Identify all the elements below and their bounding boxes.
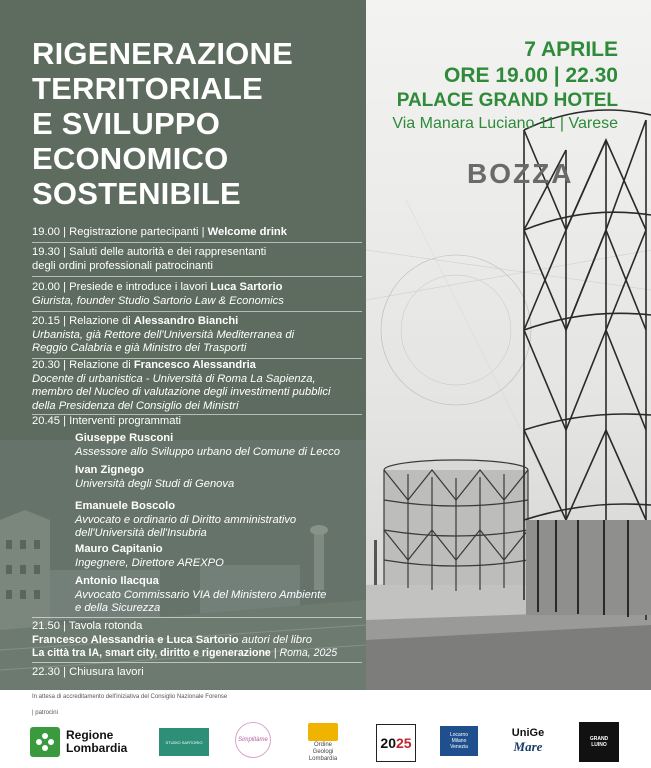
logo-text: Lombardia: [308, 756, 338, 762]
logo-text: GRAND: [589, 736, 609, 742]
row-bold: Luca Sartorio: [210, 281, 283, 293]
schedule-row: 20.00 | Presiede e introduce i lavori Luca Sartorio Giurista, founder Studio Sartorio Law & Economics: [32, 281, 362, 308]
divider: [32, 242, 362, 243]
speaker-role: Avvocato e ordinario di Diritto amministrativo dell'Università dell'Insubria: [75, 513, 297, 539]
event-title: [32, 36, 362, 211]
grand-luino-logo: [579, 722, 619, 762]
row-time: 20.30: [32, 359, 60, 371]
divider: [32, 276, 362, 277]
schedule-row: 20.45 | Interventi programmati: [32, 415, 182, 427]
event-date: 7 APRILE: [524, 38, 618, 61]
event-time: ORE 19.00 | 22.30: [444, 64, 618, 87]
speaker-entry: [75, 432, 365, 459]
row-bold: Francesco Alessandria e Luca Sartorio: [32, 633, 239, 646]
event-address: Via Manara Luciano 11 | Varese: [392, 115, 618, 132]
title-line: ECONOMICO: [32, 141, 229, 176]
sponsor-footer: [0, 690, 651, 768]
regione-lombardia-icon: [30, 727, 60, 757]
schedule-row: 22.30 | Chiusura lavori: [32, 666, 144, 678]
divider: [32, 662, 362, 663]
schedule-row: 19.30 | Saluti delle autorità e dei rappresentanti degli ordini professionali patrocinanti: [32, 246, 362, 273]
schedule-row: 21.50 | Tavola rotonda Francesco Alessandria e Luca Sartorio autori del libro La città tra IA, smart city, diritto e rigenerazione | Roma, 2025: [32, 620, 338, 659]
row-text-2: degli ordini professionali patrocinanti: [32, 259, 213, 272]
row-bold: Alessandro Bianchi: [133, 315, 239, 327]
speaker-entry: [75, 543, 365, 570]
logo-text: Milano: [451, 738, 467, 744]
row-time: 20.15: [32, 315, 60, 327]
speaker-name: Ivan Zignego: [75, 464, 144, 476]
row-text: Registrazione partecipanti: [69, 226, 199, 238]
logo-text: UniGe: [511, 727, 545, 739]
schedule-row: 20.30 | Relazione di Francesco Alessandria Docente di urbanistica - Università di Roma La Sapienza, membro del Nucleo di valutazione degli investimenti pubblici della Presidenza del Consiglio dei Ministri: [32, 359, 331, 412]
logo-text: 20: [380, 735, 396, 751]
title-line: SOSTENIBILE: [32, 176, 241, 211]
row-italic: autori del libro: [241, 633, 313, 646]
logo-text: Lombardia: [66, 741, 128, 755]
row-subtitle: Urbanista, già Rettore dell'Università Mediterranea di Reggio Calabria e già Ministro dei Trasporti: [32, 328, 295, 354]
schedule-row: 20.15 | Relazione di Alessandro Bianchi Urbanista, già Rettore dell'Università Mediterranea di Reggio Calabria e già Ministro dei Trasporti: [32, 315, 362, 356]
divider: [32, 617, 362, 618]
logo-text: Regione: [66, 728, 114, 742]
row-time: 19.30: [32, 246, 60, 258]
speaker-name: Giuseppe Rusconi: [75, 432, 174, 444]
row-time: 22.30: [32, 666, 60, 678]
speaker-name: Antonio Ilacqua: [75, 575, 159, 587]
title-line: RIGENERAZIONE: [32, 36, 293, 71]
logo-text: LUINO: [591, 742, 607, 748]
row-time: 20.00: [32, 281, 60, 293]
accreditation-note: In attesa di accreditamento dell'iniziativa del Consiglio Nazionale Forense: [32, 694, 228, 700]
row-time: 19.00: [32, 226, 60, 238]
event-info: [392, 38, 618, 135]
regione-lombardia-logo: [30, 726, 140, 758]
book-info: | Roma, 2025: [273, 647, 338, 659]
locarno-milano-venezia-logo: [440, 726, 478, 756]
event-venue: PALACE GRAND HOTEL: [396, 90, 618, 111]
title-line: TERRITORIALE: [32, 71, 263, 106]
row-time: 20.45: [32, 415, 60, 427]
speaker-entry: [75, 464, 365, 491]
speaker-role: Università degli Studi di Genova: [75, 477, 235, 490]
row-text: Relazione di: [69, 315, 131, 327]
patronage-label: | patrocini: [32, 710, 58, 716]
title-line: E SVILUPPO: [32, 106, 221, 141]
row-text: Tavola rotonda: [68, 620, 143, 632]
logo-text: Ordine: [313, 742, 332, 748]
simplitame-logo: Simplitàme: [235, 722, 271, 758]
speaker-entry: [75, 575, 365, 616]
speaker-role: Ingegnere, Direttore AREXPO: [75, 556, 224, 569]
row-subtitle: Docente di urbanistica - Università di Roma La Sapienza, membro del Nucleo di valutazione degli investimenti pubblici della Presidenza del Consiglio dei Ministri: [32, 372, 331, 412]
row-text: Chiusura lavori: [69, 666, 144, 678]
row-bold: Welcome drink: [207, 226, 287, 238]
row-time: 21.50: [32, 620, 60, 632]
logo-text: 25: [396, 735, 412, 751]
divider: [32, 311, 362, 312]
row-subtitle: Giurista, founder Studio Sartorio Law & Economics: [32, 294, 284, 307]
ordine-geologi-logo: [297, 723, 349, 763]
book-title: La città tra IA, smart city, diritto e rigenerazione: [32, 647, 271, 659]
speaker-role: Avvocato Commissario VIA del Ministero Ambiente e della Sicurezza: [75, 588, 327, 614]
logo-text: Geologi: [312, 749, 334, 755]
schedule-row: 19.00 | Registrazione partecipanti | Welcome drink: [32, 226, 287, 238]
speaker-name: Mauro Capitanio: [75, 543, 163, 555]
draft-stamp: BOZZA: [467, 158, 574, 189]
row-text: Presiede e introduce i lavori: [69, 281, 208, 293]
row-text: Interventi programmati: [69, 415, 182, 427]
row-text: Saluti delle autorità e dei rappresentanti: [69, 246, 267, 258]
speaker-name: Emanuele Boscolo: [75, 500, 176, 512]
studio-sartorio-logo: STUDIO SARTORIO: [159, 728, 209, 756]
row-text: Relazione di: [69, 359, 131, 371]
speaker-role: Assessore allo Sviluppo urbano del Comune di Lecco: [75, 445, 340, 458]
logo-text: Venezia: [450, 744, 468, 750]
anniversary-2025-logo: [376, 724, 416, 762]
unige-logo: [506, 725, 550, 757]
geologi-icon: [308, 723, 338, 741]
speaker-entry: [75, 500, 365, 541]
logo-text: Mare: [513, 739, 543, 754]
row-bold: Francesco Alessandria: [133, 359, 256, 371]
logo-text: Locarno: [449, 732, 469, 738]
